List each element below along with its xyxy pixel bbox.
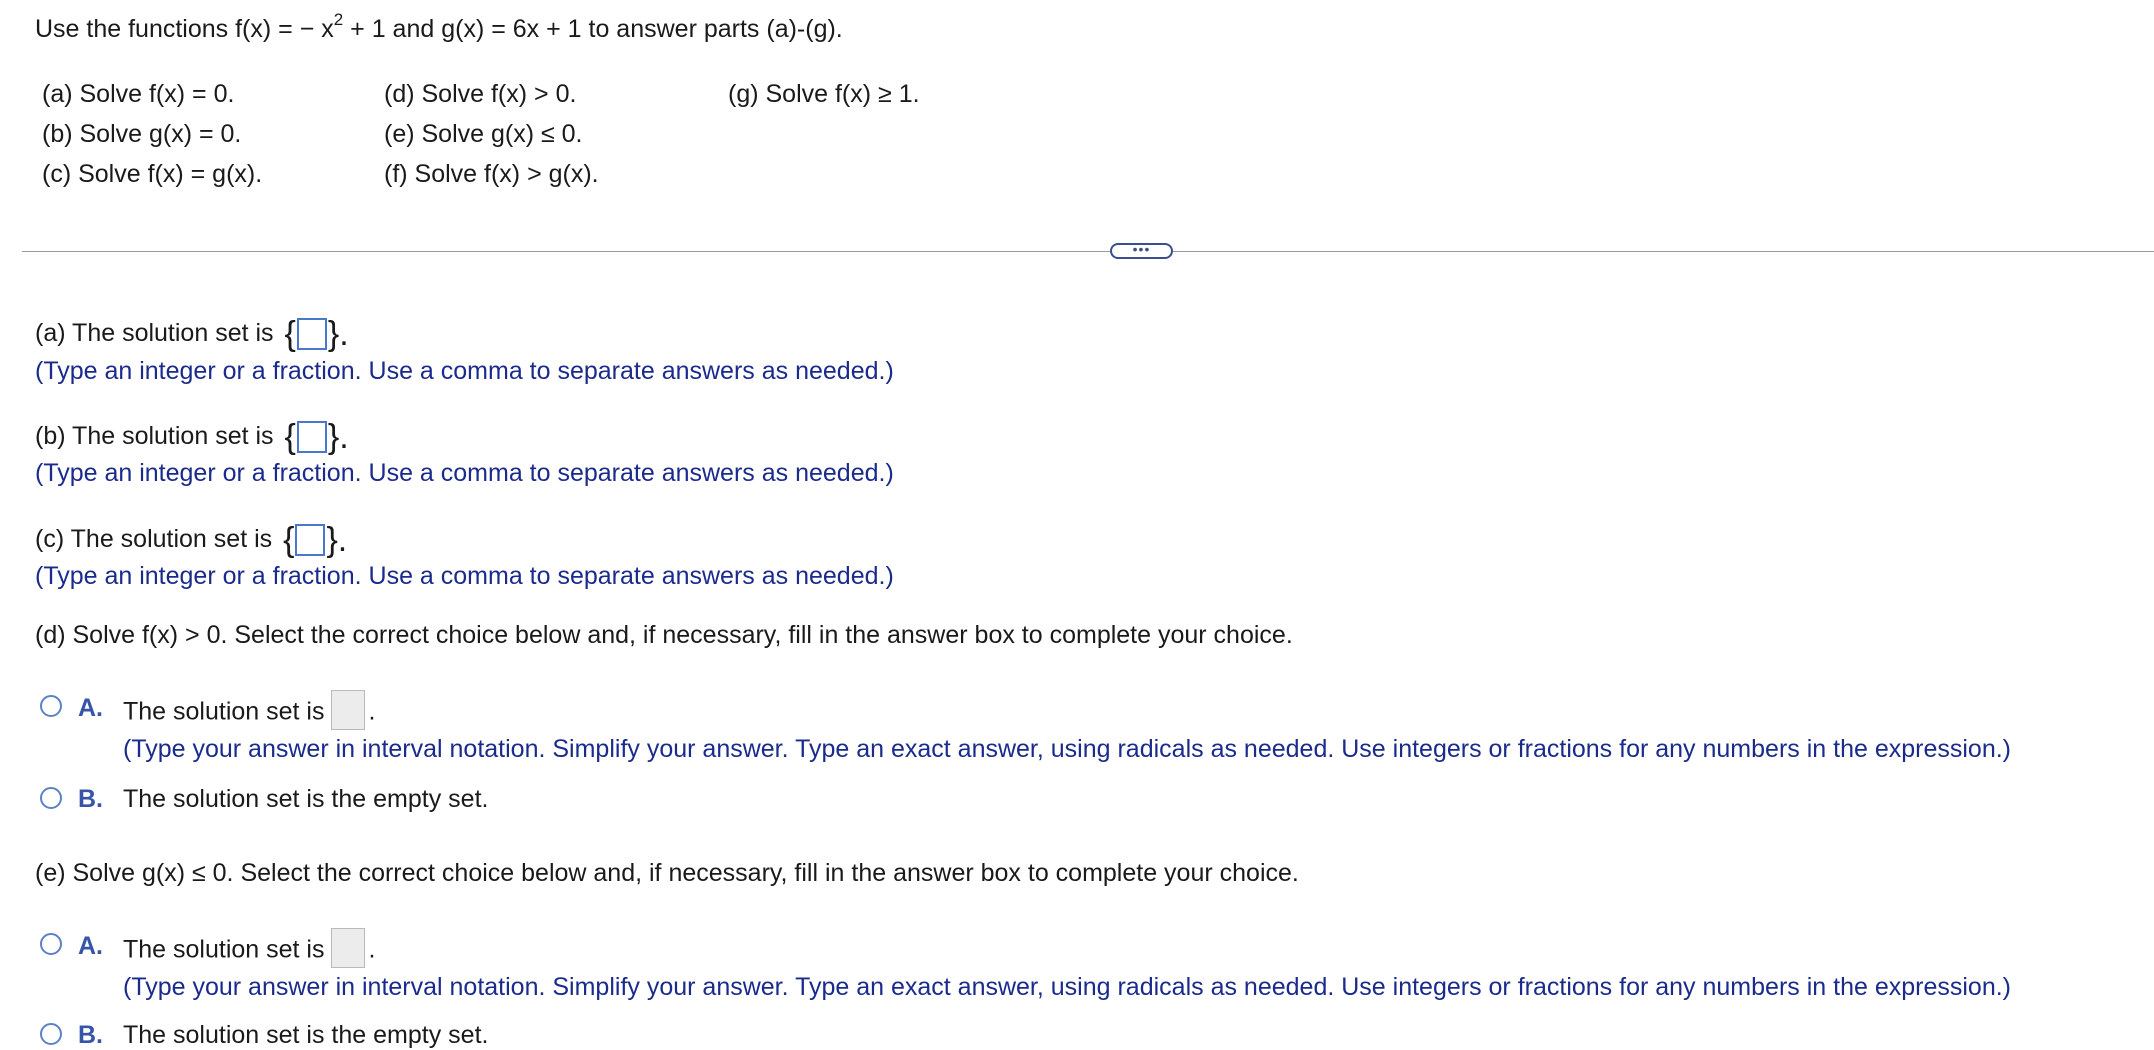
part-f-label: (f) Solve f(x) > g(x). — [384, 160, 599, 188]
answer-c-set — [283, 521, 348, 560]
choice-e-a-input[interactable] — [331, 928, 365, 968]
choice-d-a-hint: (Type your answer in interval notation. Simplify your answer. Type an exact answer, using radicals as needed. Use integers or fractions for any numbers in the expression.) — [123, 735, 2011, 763]
answer-b-hint: (Type an integer or a fraction. Use a comma to separate answers as needed.) — [35, 459, 894, 487]
open-brace: { — [284, 418, 296, 457]
answer-a-prompt: (a) The solution set is — [35, 319, 274, 347]
choice-e-a-row — [123, 934, 375, 968]
section-divider — [22, 251, 2154, 252]
answer-c-prompt: (c) The solution set is — [35, 525, 273, 553]
expand-more-button[interactable]: ••• — [1110, 243, 1173, 259]
question-d: (d) Solve f(x) > 0. Select the correct choice below and, if necessary, fill in the answer box to complete your choice. — [35, 621, 1293, 649]
choice-d-b-letter: B. — [78, 785, 103, 813]
close-brace: }. — [327, 418, 349, 457]
answer-b-set — [284, 418, 349, 457]
answer-b-row — [35, 418, 349, 457]
period: . — [368, 697, 376, 726]
choice-d-b-text: The solution set is the empty set. — [123, 785, 489, 813]
choice-d-a-letter: A. — [78, 694, 103, 722]
choice-d-a-radio[interactable] — [40, 695, 62, 717]
choice-d-b-radio[interactable] — [40, 787, 62, 809]
problem-exponent: 2 — [333, 9, 344, 29]
close-brace: }. — [326, 521, 348, 560]
answer-b-input[interactable] — [297, 421, 327, 453]
choice-e-b-letter: B. — [78, 1021, 103, 1049]
part-d-label: (d) Solve f(x) > 0. — [384, 80, 577, 108]
choice-e-a-radio[interactable] — [40, 933, 62, 955]
answer-b-prompt: (b) The solution set is — [35, 422, 274, 450]
choice-e-a-hint: (Type your answer in interval notation. Simplify your answer. Type an exact answer, using radicals as needed. Use integers or fractions for any numbers in the expression.) — [123, 973, 2011, 1001]
open-brace: { — [283, 521, 295, 560]
choice-e-b-text: The solution set is the empty set. — [123, 1021, 489, 1049]
answer-a-row — [35, 315, 349, 354]
choice-e-a-text: The solution set is — [123, 935, 325, 964]
answer-c-row — [35, 521, 348, 560]
part-e-label: (e) Solve g(x) ≤ 0. — [384, 120, 583, 148]
choice-d-a-input[interactable] — [331, 690, 365, 730]
open-brace: { — [284, 315, 296, 354]
problem-suffix: + 1 and g(x) = 6x + 1 to answer parts (a)-(g). — [343, 15, 843, 43]
problem-prefix: Use the functions f(x) = − x — [35, 15, 334, 43]
answer-a-hint: (Type an integer or a fraction. Use a comma to separate answers as needed.) — [35, 357, 894, 385]
answer-a-input[interactable] — [297, 318, 327, 350]
part-c-label: (c) Solve f(x) = g(x). — [42, 160, 263, 188]
part-g-label: (g) Solve f(x) ≥ 1. — [728, 80, 920, 108]
choice-e-a-letter: A. — [78, 932, 103, 960]
answer-c-hint: (Type an integer or a fraction. Use a comma to separate answers as needed.) — [35, 562, 894, 590]
choice-d-a-text: The solution set is — [123, 697, 325, 726]
part-a-label: (a) Solve f(x) = 0. — [42, 80, 235, 108]
answer-c-input[interactable] — [295, 524, 325, 556]
period: . — [368, 935, 376, 964]
choice-d-a-row — [123, 696, 375, 730]
answer-a-set — [284, 315, 349, 354]
problem-statement — [35, 9, 843, 44]
question-e: (e) Solve g(x) ≤ 0. Select the correct choice below and, if necessary, fill in the answer box to complete your choice. — [35, 859, 1299, 887]
part-b-label: (b) Solve g(x) = 0. — [42, 120, 242, 148]
close-brace: }. — [327, 315, 349, 354]
choice-e-b-radio[interactable] — [40, 1023, 62, 1045]
